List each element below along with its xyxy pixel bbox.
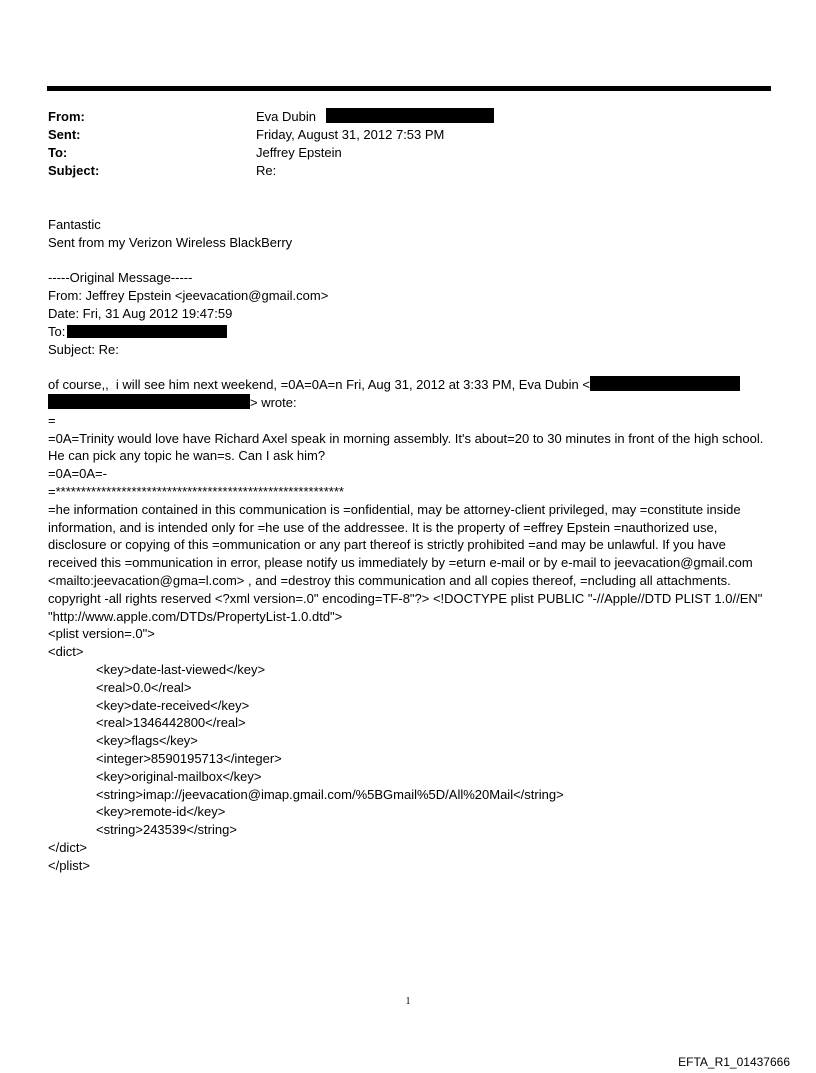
redaction-block <box>326 108 494 123</box>
plist-entry: <integer>8590195713</integer> <box>96 750 282 766</box>
original-from: From: Jeffrey Epstein <jeevacation@gmail.com> <box>48 288 329 304</box>
plist-entry: <string>243539</string> <box>96 822 237 838</box>
subject-row <box>48 162 748 180</box>
from-value: Eva Dubin <box>256 109 316 124</box>
plist-entry: <real>0.0</real> <box>96 679 192 695</box>
dict-open: <dict> <box>48 644 84 660</box>
disclaimer-paragraph: =he information contained in this communication is =onfidential, may be attorney-client privileged, may =constitute inside information, and is intended only for =he use of the addressee. It is the property of =effrey Epstein =nauthorized use, disclosure or copying of this =ommunication or any part thereof is strictly prohibited =and may be unlawful. If you have received this =ommunication in error, please notify us immediately by =eturn e-mail or by e-mail to jeevacation@gmail.com <mailto:jeevacation@gma=l.com> , and =destroy this communication and all copies thereof, =ncluding all attachments. copyright -all rights reserved <?xml version=.0" encoding=TF-8"?> <!DOCTYPE plist PUBLIC "-//Apple//DTD PLIST 1.0//EN" "http://www.apple.com/DTDs/PropertyList-1.0.dtd"> <box>48 501 763 624</box>
reply-oa: =0A=0A=- <box>48 466 107 482</box>
from-label: From: <box>48 109 85 124</box>
stars-line: =********************************************************* <box>48 483 344 499</box>
message-line: Sent from my Verizon Wireless BlackBerry <box>48 234 293 250</box>
plist-entry: <key>date-received</key> <box>96 697 250 713</box>
plist-entry: <key>remote-id</key> <box>96 804 226 820</box>
email-body <box>48 216 773 874</box>
plist-entry: <string>imap://jeevacation@imap.gmail.com/%5BGmail%5D/All%20Mail</string> <box>96 786 564 802</box>
redaction-block <box>590 376 740 391</box>
redaction-block <box>48 394 250 409</box>
to-row <box>48 144 748 162</box>
reply-eq: = <box>48 412 56 428</box>
plist-entry: <key>original-mailbox</key> <box>96 768 262 784</box>
plist-entry: <key>date-last-viewed</key> <box>96 661 266 677</box>
subject-label: Subject: <box>48 163 100 178</box>
plist-entry: <real>1346442800</real> <box>96 715 246 731</box>
sent-row <box>48 126 748 144</box>
header-rule <box>47 86 771 91</box>
sent-value: Friday, August 31, 2012 7:53 PM <box>256 127 445 142</box>
message-line: Fantastic <box>48 217 101 232</box>
original-to: To: <box>48 323 66 339</box>
sent-label: Sent: <box>48 127 81 142</box>
original-date: Date: Fri, 31 Aug 2012 19:47:59 <box>48 305 233 321</box>
from-row <box>48 108 748 126</box>
redaction-block <box>67 325 227 338</box>
original-divider: -----Original Message----- <box>48 270 193 286</box>
email-header <box>48 108 748 180</box>
plist-close: </plist> <box>48 857 90 873</box>
trinity-paragraph: =0A=Trinity would love have Richard Axel speak in morning assembly. It's about=20 to 30 minutes in front of the high school. He can pick any topic he wan=s. Can I ask him? <box>48 430 764 464</box>
reply-wrote: > wrote: <box>250 394 297 410</box>
dict-close: </dict> <box>48 839 88 855</box>
plist-entry: <key>flags</key> <box>96 733 198 749</box>
document-id: EFTA_R1_01437666 <box>678 1055 790 1069</box>
plist-open: <plist version=.0"> <box>48 626 155 642</box>
reply-line: of course,, i will see him next weekend, =0A=0A=n Fri, Aug 31, 2012 at 3:33 PM, Eva Dubin < <box>48 377 590 393</box>
original-subject: Subject: Re: <box>48 341 119 357</box>
page-number: 1 <box>405 996 411 1007</box>
to-value: Jeffrey Epstein <box>256 145 342 160</box>
subject-value: Re: <box>256 163 277 178</box>
to-label: To: <box>48 145 68 160</box>
